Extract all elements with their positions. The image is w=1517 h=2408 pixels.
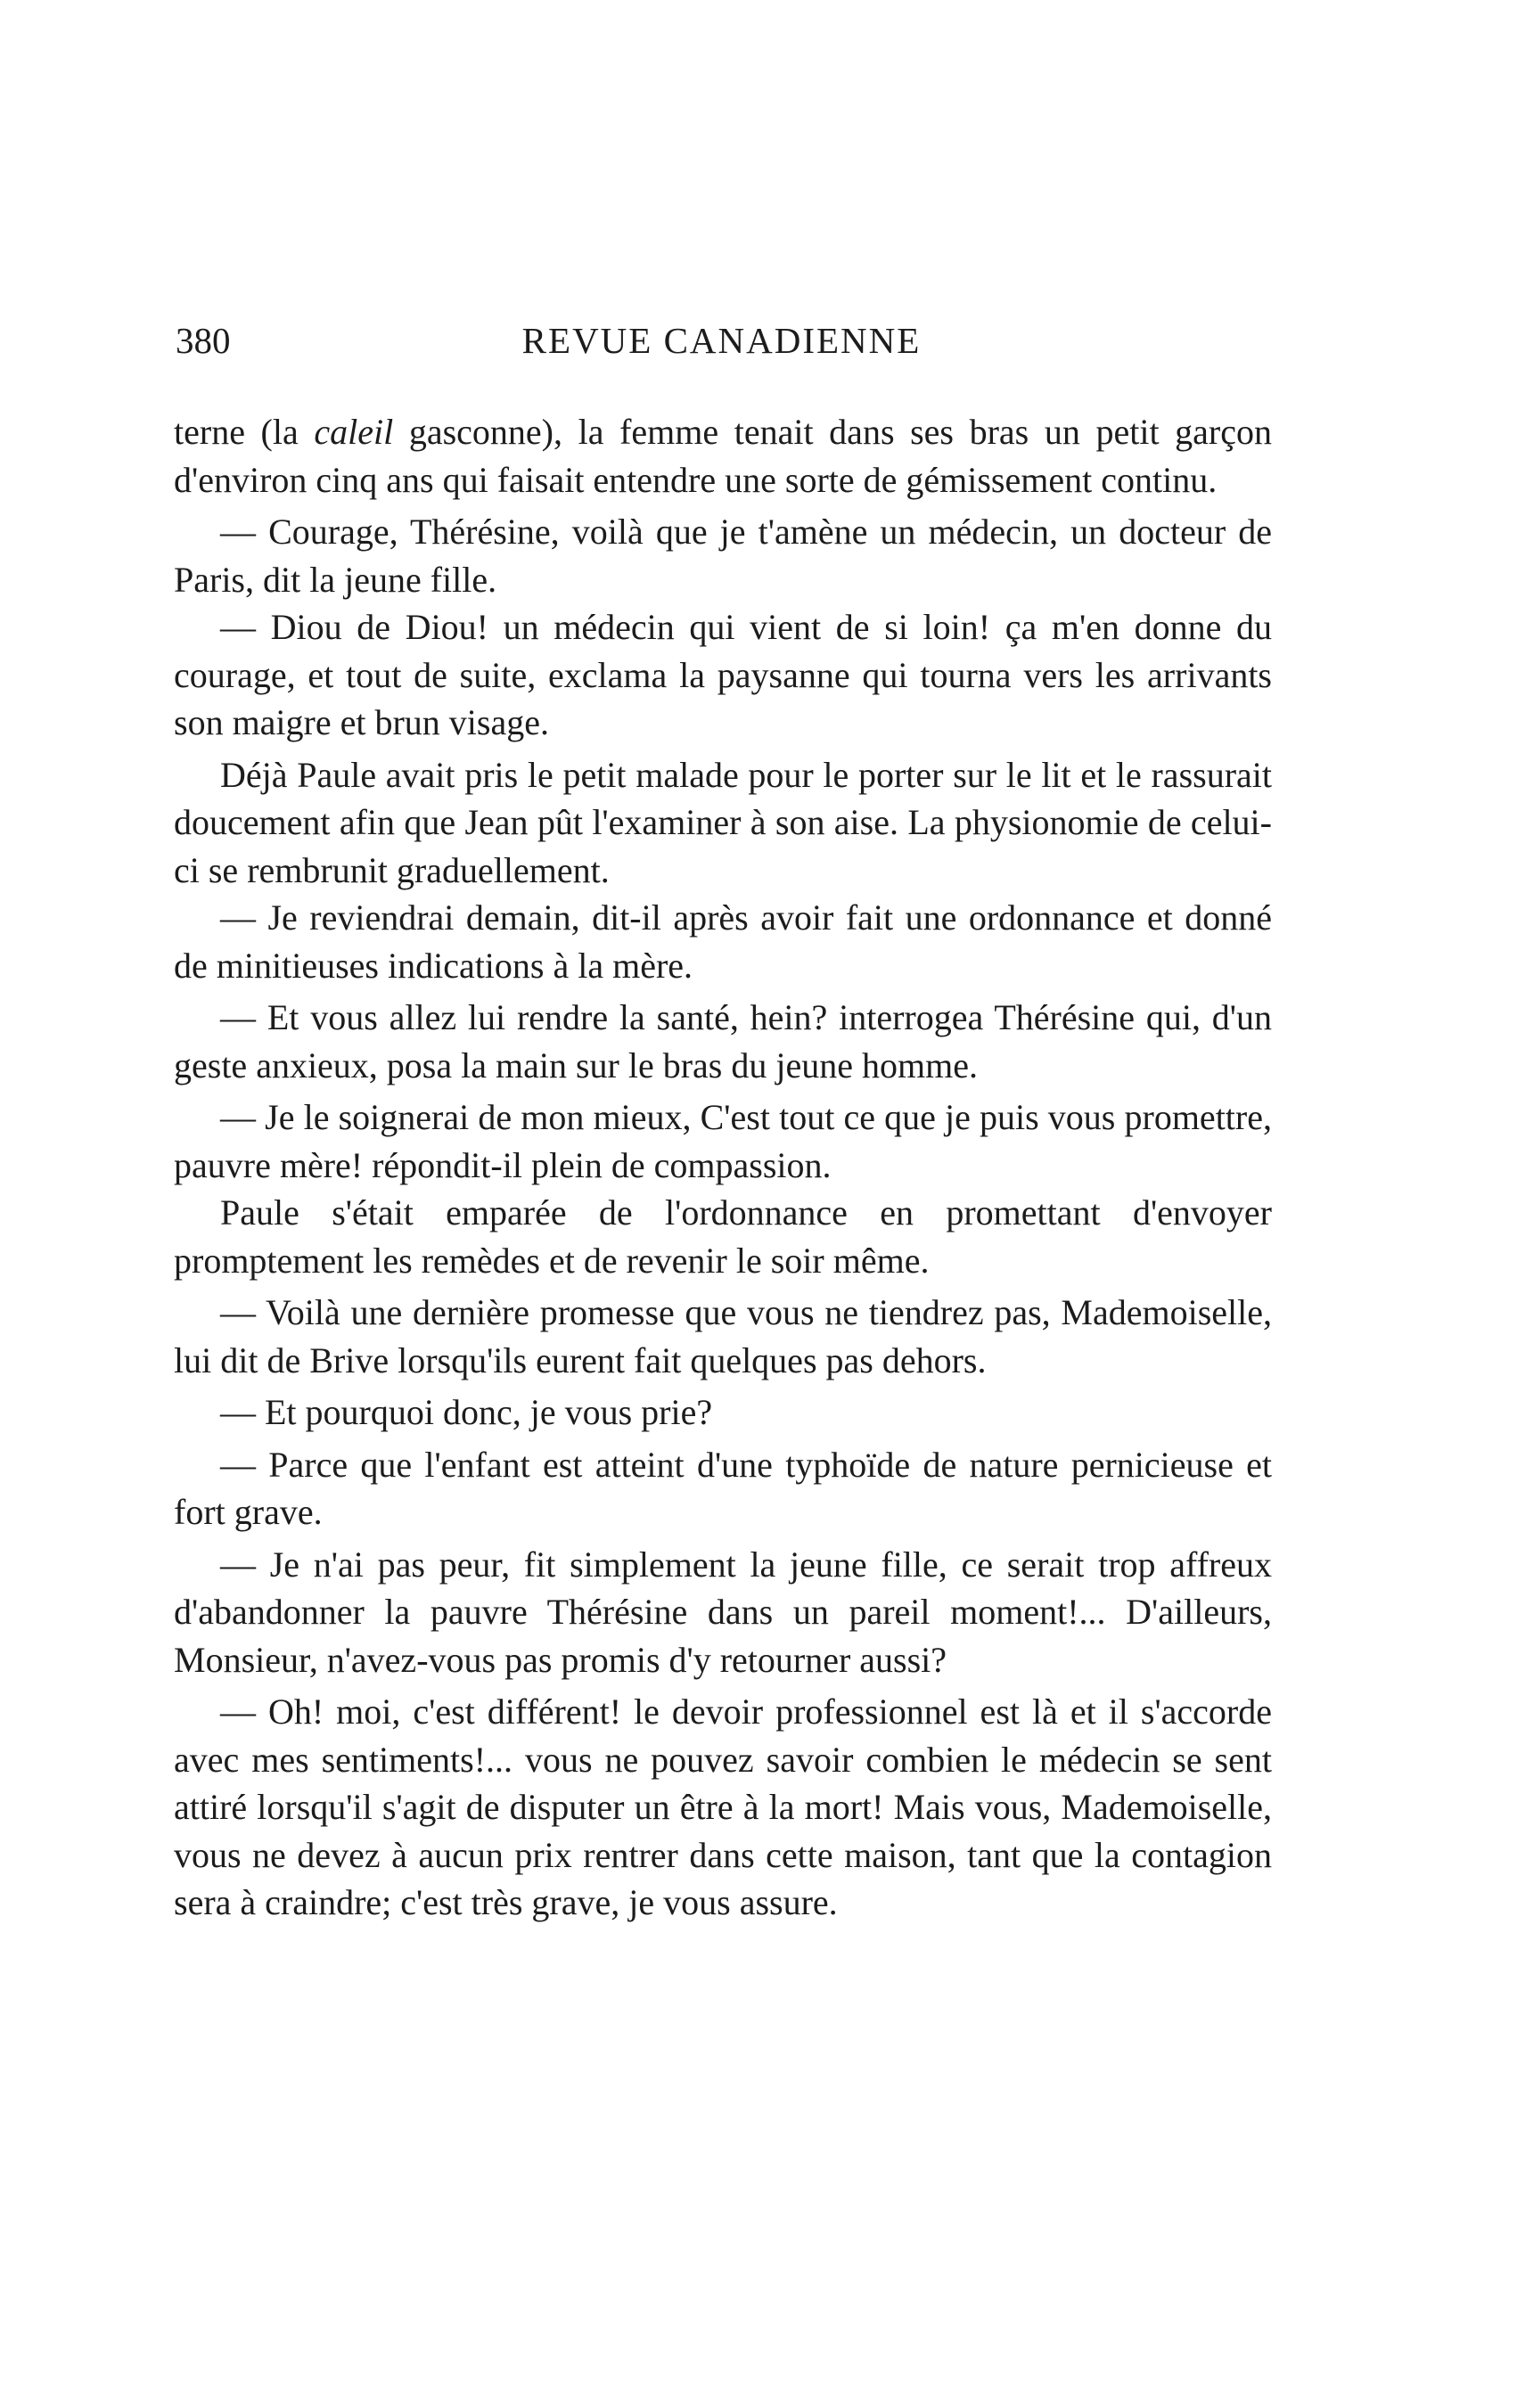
paragraph-text: gasconne), la femme tenait dans ses bras un petit garçon d'environ cinq ans qui faisait entendre une sorte de gémissement continu. [174, 412, 1272, 500]
paragraph: — Diou de Diou! un médecin qui vient de si loin! ça m'en donne du courage, et tout de suite, exclama la paysanne qui tourna vers les arrivants son maigre et brun visage. [174, 607, 1272, 742]
page-header [176, 314, 1267, 367]
paragraph: — Je n'ai pas peur, fit simplement la jeune fille, ce serait trop affreux d'abandonner la pauvre Thérésine dans un pareil moment!... D'ailleurs, Monsieur, n'avez-vous pas promis d'y retourner aussi? [174, 1544, 1272, 1680]
paragraph: — Et vous allez lui rendre la santé, hein? interrogea Thérésine qui, d'un geste anxieux, posa la main sur le bras du jeune homme. [174, 997, 1272, 1085]
paragraph: Paule s'était emparée de l'ordonnance en promettant d'envoyer promptement les remèdes et de revenir le soir même. [174, 1192, 1272, 1281]
running-title: REVUE CANADIENNE [521, 320, 922, 361]
italic-word: caleil [314, 412, 394, 452]
page-number: 380 [176, 320, 231, 361]
paragraph: Déjà Paule avait pris le petit malade pour le porter sur le lit et le rassurait doucement afin que Jean pût l'examiner à son aise. La physionomie de celui-ci se rembrunit graduellement. [174, 754, 1272, 890]
paragraph: — Oh! moi, c'est différent! le devoir professionnel est là et il s'accorde avec mes sentiments!... vous ne pouvez savoir combien le médecin se sent attiré lorsqu'il s'agit de disputer un être à la mort! Mais vous, Mademoiselle, vous ne devez à aucun prix rentrer dans cette maison, tant que la contagion sera à craindre; c'est très grave, je vous assure. [174, 1691, 1272, 1922]
paragraph: — Parce que l'enfant est atteint d'une typhoïde de nature pernicieuse et fort grave. [174, 1444, 1272, 1532]
paragraph: — Courage, Thérésine, voilà que je t'amène un médecin, un docteur de Paris, dit la jeune fille. [174, 512, 1272, 600]
paragraph: — Voilà une dernière promesse que vous ne tiendrez pas, Mademoiselle, lui dit de Brive lorsqu'ils eurent fait quelques pas dehors. [174, 1292, 1272, 1380]
paragraph: — Je le soignerai de mon mieux, C'est tout ce que je puis vous promettre, pauvre mère! répondit-il plein de compassion. [174, 1097, 1272, 1185]
paragraph: — Je reviendrai demain, dit-il après avoir fait une ordonnance et donné de minitieuses indications à la mère. [174, 897, 1272, 986]
paragraph-text: terne (la [174, 412, 315, 452]
paragraph: — Et pourquoi donc, je vous prie? [220, 1392, 713, 1432]
body-text [174, 408, 1272, 1927]
paragraph-continuation [174, 408, 1272, 504]
